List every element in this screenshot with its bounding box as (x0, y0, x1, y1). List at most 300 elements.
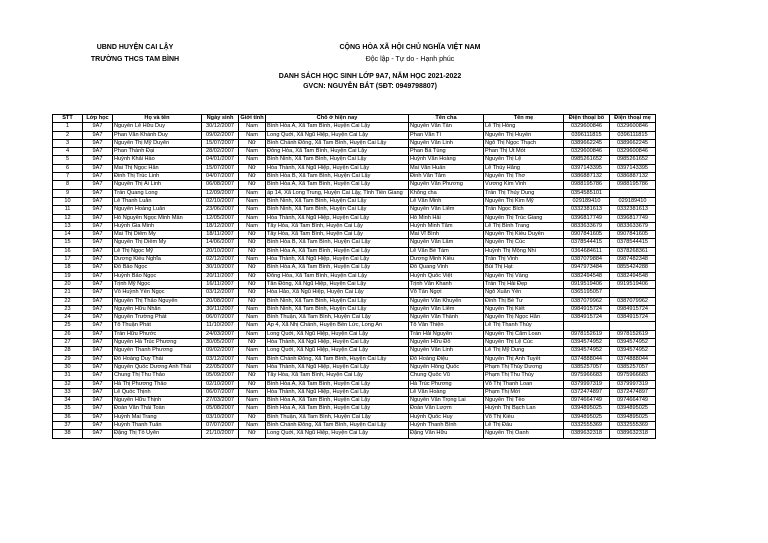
column-header: Chỗ ở hiện nay (266, 115, 409, 123)
table-cell: 18/11/2007 (202, 231, 239, 239)
table-cell: Lê Thị Đấu (484, 421, 564, 429)
table-cell: 12/05/2007 (202, 214, 239, 222)
table-cell: Nữ (239, 280, 266, 288)
table-cell: Nguyễn Thị Thơ (484, 173, 564, 181)
table-cell: Đinh Văn Tâm (409, 173, 484, 181)
table-cell: Bình Chánh Đông, Xã Tam Bình, Huyện Cai Lậy (266, 421, 409, 429)
table-cell: 0396817749 (564, 214, 610, 222)
national-title: CỘNG HÒA XÃ HỘI CHỦ NGHĨA VIỆT NAM (339, 44, 481, 51)
table-cell: 0387079962 (564, 297, 610, 305)
table-cell: 0364684611 (564, 247, 610, 255)
table-cell: 06/07/2007 (202, 388, 239, 396)
table-cell: Nữ (239, 413, 266, 421)
table-cell: 24 (53, 314, 83, 322)
table-cell: Mai Văn Huấn (409, 164, 484, 172)
table-cell: Bình Hòa A, Xã Tam Bình, Huyện Cai Lậy (266, 264, 409, 272)
table-cell: 9A7 (83, 322, 113, 330)
table-cell: 0372474897 (564, 388, 610, 396)
table-cell: 30/10/2007 (202, 264, 239, 272)
table-cell: 7 (53, 173, 83, 181)
table-cell: Nguyễn Thị Cúc (484, 239, 564, 247)
table-cell: Phan Bá Tùng (409, 148, 484, 156)
table-cell: 0389632318 (610, 430, 656, 438)
table-cell: 9A7 (83, 189, 113, 197)
table-cell: 0389662245 (564, 139, 610, 147)
table-cell: 9A7 (83, 264, 113, 272)
table-cell: 9A7 (83, 397, 113, 405)
table-cell: Nam (239, 397, 266, 405)
table-cell: 0332555369 (610, 421, 656, 429)
table-cell: Hòa Thành, Xã Ngũ Hiệp, Huyện Cai Lậy (266, 214, 409, 222)
table-cell: 9A7 (83, 388, 113, 396)
table-cell: Nữ (239, 264, 266, 272)
table-cell: Nguyễn Văn Trọng Lai (409, 397, 484, 405)
table-cell: 0907841605 (610, 231, 656, 239)
table-cell: 9A7 (83, 164, 113, 172)
table-cell: Trần Thị Thủy Dung (484, 189, 564, 197)
table-cell: 0389662245 (610, 139, 656, 147)
student-table (52, 114, 656, 439)
table-cell: Nam (239, 189, 266, 197)
table-cell: Nam (239, 222, 266, 230)
table-cell: Hòa Thành, Xã Ngũ Hiệp, Huyện Cai Lậy (266, 363, 409, 371)
table-cell: 0329600846 (610, 148, 656, 156)
table-cell: 0384915724 (564, 314, 610, 322)
table-cell: 0374888044 (610, 355, 656, 363)
table-cell: 27/03/2007 (202, 397, 239, 405)
table-row (53, 189, 656, 197)
table-cell: 0984915724 (564, 305, 610, 313)
table-cell: Lê Thị Bình Trang (484, 222, 564, 230)
table-cell: 9A7 (83, 231, 113, 239)
table-cell: Bình Thuận, Xã Tam Bình, Huyện Cai Lậy (266, 413, 409, 421)
table-cell: Bình Hòa B, Xã Tam Bình, Huyện Cai Lậy (266, 239, 409, 247)
table-row (53, 314, 656, 322)
table-row (53, 405, 656, 413)
district-name: UBND HUYỆN CAI LẬY (96, 44, 174, 51)
table-cell: 03/12/2007 (202, 289, 239, 297)
table-cell: Nam (239, 214, 266, 222)
table-cell: Ngô Xuân Yến (484, 289, 564, 297)
table-cell: 32 (53, 380, 83, 388)
table-cell: Tây Hòa, Xã Tam Bình, Huyện Cai Lậy (266, 222, 409, 230)
table-row (53, 197, 656, 205)
table-cell: Nam (239, 123, 266, 131)
table-cell: Nam (239, 405, 266, 413)
table-cell: 0332381613 (564, 206, 610, 214)
table-cell: 9A7 (83, 197, 113, 205)
table-cell: 0396111815 (564, 131, 610, 139)
table-cell: 9A7 (83, 214, 113, 222)
table-cell: 0382494548 (564, 272, 610, 280)
table-cell: Chung Thị Thu Thảo (113, 372, 202, 380)
table-cell: 3 (53, 139, 83, 147)
table-cell: Nữ (239, 173, 266, 181)
table-cell: Lê Văn Hoàng (409, 388, 484, 396)
table-cell: 0378544415 (564, 239, 610, 247)
table-cell: Phan Văn Khánh Duy (113, 131, 202, 139)
table-cell: Đặng Thị Tố Uyên (113, 430, 202, 438)
table-row (53, 280, 656, 288)
list-title: DANH SÁCH HỌC SINH LỚP 9A7, NĂM HỌC 2021-2022 (278, 73, 462, 80)
table-cell: 0394895025 (564, 413, 610, 421)
table-cell: 0329600846 (610, 123, 656, 131)
column-header: Tên mẹ (484, 115, 564, 123)
table-cell: 09/02/2007 (202, 131, 239, 139)
table-cell: Phạm Thị Mới (484, 388, 564, 396)
table-row (53, 430, 656, 438)
table-cell: 0385257057 (564, 363, 610, 371)
table-cell: Nguyễn Thị Kim Mỹ (484, 197, 564, 205)
table-cell: 9A7 (83, 305, 113, 313)
table-row (53, 272, 656, 280)
table-cell: Đoàn Văn Lượm (409, 405, 484, 413)
table-cell: Hòa Thành, Xã Ngũ Hiệp, Huyện Cai Lậy (266, 388, 409, 396)
table-cell: Nguyễn Thị Ngọc Hân (484, 314, 564, 322)
table-cell: 0985261652 (564, 156, 610, 164)
table-body (53, 123, 656, 438)
table-cell: Nguyễn Thị Lệ Cúc (484, 339, 564, 347)
table-row (53, 289, 656, 297)
table-cell: Nguyễn Văn Tấn (409, 123, 484, 131)
table-cell: Hà Trúc Phương (409, 380, 484, 388)
table-cell: Nữ (239, 139, 266, 147)
table-cell: 0332555369 (564, 421, 610, 429)
table-cell: Nguyễn Hữu Thịnh (113, 397, 202, 405)
table-cell: Nguyễn Thị Lệ (484, 156, 564, 164)
table-cell: Trần Hữu Phước (113, 330, 202, 338)
table-row (53, 164, 656, 172)
table-cell: 0379997319 (564, 380, 610, 388)
column-header: STT (53, 115, 83, 123)
table-cell: Mai Thị Diễm My (113, 231, 202, 239)
table-cell: 13 (53, 222, 83, 230)
table-row (53, 347, 656, 355)
table-cell: Long Quới, Xã Ngũ Hiệp, Huyện Cai Lậy (266, 430, 409, 438)
table-cell: Nam (239, 330, 266, 338)
table-cell: 0394574952 (564, 339, 610, 347)
table-cell: Nữ (239, 289, 266, 297)
table-cell: 1 (53, 123, 83, 131)
table-cell: Nam (239, 421, 266, 429)
table-cell: 9A7 (83, 139, 113, 147)
table-row (53, 413, 656, 421)
table-cell: 17 (53, 256, 83, 264)
table-cell: Tân Đồng, Xã Ngũ Hiệp, Huyện Cai Lậy (266, 280, 409, 288)
table-cell: 0833633679 (610, 222, 656, 230)
table-cell: 21/10/2007 (202, 430, 239, 438)
table-cell: 15/07/2007 (202, 164, 239, 172)
table-cell: Lê Văn Bé Tám (409, 247, 484, 255)
table-cell: 06/07/2007 (202, 314, 239, 322)
table-cell: Nguyễn Thị Trúc Giang (484, 214, 564, 222)
table-cell: Huỳnh Khải Hào (113, 156, 202, 164)
table-cell: Bình Hòa B, Xã Tam Bình, Huyện Cai Lậy (266, 173, 409, 181)
table-cell: Ấp 4, Xã Nhị Chánh, Huyện Bến Lức, Long An (266, 322, 409, 330)
table-row (53, 372, 656, 380)
table-cell: Đinh Thị Trúc Linh (113, 173, 202, 181)
table-cell: Hòa Hảo, Xã Ngũ Hiệp, Huyện Cai Lậy (266, 289, 409, 297)
table-cell: 029189410 (564, 197, 610, 205)
table-row (53, 264, 656, 272)
table-cell: 20/11/2007 (202, 272, 239, 280)
table-cell: Nam (239, 305, 266, 313)
table-cell: 37 (53, 421, 83, 429)
table-cell: 9A7 (83, 280, 113, 288)
table-cell: 31 (53, 372, 83, 380)
table-cell: Trần Thị Vinh (484, 256, 564, 264)
table-cell: Đoàn Văn Thái Toàn (113, 405, 202, 413)
table-cell: 9A7 (83, 173, 113, 181)
table-cell: Nữ (239, 239, 266, 247)
table-cell: Nguyễn Thị Tèo (484, 397, 564, 405)
table-cell: 16/11/2007 (202, 280, 239, 288)
table-cell: Nguyễn Thị Thảo Nguyên (113, 297, 202, 305)
table-cell: 0394895025 (610, 413, 656, 421)
table-cell: 0988195786 (610, 181, 656, 189)
table-cell: Lê Quốc Thịnh (113, 388, 202, 396)
document-title (170, 72, 570, 92)
table-cell: Tô Thuận Phát (113, 322, 202, 330)
table-cell: 9A7 (83, 405, 113, 413)
table-cell: 0378544415 (610, 239, 656, 247)
table-cell: 8 (53, 181, 83, 189)
table-cell: 029189410 (610, 197, 656, 205)
table-cell: 0386887132 (610, 173, 656, 181)
table-cell: Ngô Thị Ngọc Thạch (484, 139, 564, 147)
table-cell: 29 (53, 355, 83, 363)
table-row (53, 388, 656, 396)
table-cell: Bình Ninh, Xã Tam Bình, Huyện Cai Lậy (266, 156, 409, 164)
table-row (53, 330, 656, 338)
table-cell: 06/08/2007 (202, 181, 239, 189)
table-cell: Trần Quang Long (113, 189, 202, 197)
table-cell: Nữ (239, 164, 266, 172)
table-cell: 0365195057 (564, 289, 610, 297)
table-row (53, 339, 656, 347)
table-row (53, 421, 656, 429)
table-cell: 19 (53, 272, 83, 280)
table-cell: 07/07/2007 (202, 421, 239, 429)
table-cell: Nguyễn Thị Mỹ Duyên (113, 139, 202, 147)
table-cell: 15/07/2007 (202, 139, 239, 147)
table-row (53, 355, 656, 363)
table-cell: 9A7 (83, 256, 113, 264)
table-cell: Lê Thị Ngọc Mỹ (113, 247, 202, 255)
table-cell: 30 (53, 363, 83, 371)
table-cell: 20 (53, 280, 83, 288)
table-cell: Long Quới, Xã Ngũ Hiệp, Huyện Cai Lậy (266, 330, 409, 338)
table-cell: Tô Văn Thiện (409, 322, 484, 330)
table-cell: Nam (239, 156, 266, 164)
table-cell: 0855424288 (610, 264, 656, 272)
table-cell: 0372474897 (610, 388, 656, 396)
table-cell: Bình Hòa A, Xã Tam Bình, Huyện Cai Lậy (266, 405, 409, 413)
table-cell: 0329600846 (564, 123, 610, 131)
table-row (53, 173, 656, 181)
table-cell: 0975966683 (564, 372, 610, 380)
table-cell: 30/05/2007 (202, 339, 239, 347)
table-cell: Nam (239, 131, 266, 139)
table-cell: Nguyễn Hữu Nhân (113, 305, 202, 313)
column-header: Giới tính (240, 115, 264, 121)
table-row (53, 139, 656, 147)
table-row (53, 297, 656, 305)
table-cell: Đỗ Hoàng Duy Thái (113, 355, 202, 363)
table-cell (610, 322, 656, 330)
table-cell: Trần Ngọc Bích (484, 206, 564, 214)
column-header: Ngày sinh (202, 115, 239, 123)
table-cell: 9A7 (83, 289, 113, 297)
table-row (53, 156, 656, 164)
table-cell: Lê Thị Hồng (484, 123, 564, 131)
table-cell: 9A7 (83, 413, 113, 421)
table-cell: 02/10/2007 (202, 197, 239, 205)
table-cell: Nguyễn Văn Liêm (409, 206, 484, 214)
table-cell: 0947973484 (564, 264, 610, 272)
table-cell: 9A7 (83, 247, 113, 255)
table-cell: Chung Quốc Vũ (409, 372, 484, 380)
table-cell: 0394895025 (610, 405, 656, 413)
table-cell: 9A7 (83, 272, 113, 280)
table-cell: Hồ Nguyễn Ngọc Minh Mẫn (113, 214, 202, 222)
table-cell: 0385257057 (610, 363, 656, 371)
table-row (53, 231, 656, 239)
table-cell: Huỳnh Minh Tâm (409, 222, 484, 230)
column-header: Điện thoại bố (564, 115, 610, 123)
table-cell: 0984915724 (610, 305, 656, 313)
table-cell: Nguyễn Thị Ánh Tuyết (484, 355, 564, 363)
table-cell: 14/06/2007 (202, 239, 239, 247)
table-cell: 9 (53, 189, 83, 197)
table-cell: 9A7 (83, 181, 113, 189)
table-cell: Huỳnh Văn Hoàng (409, 156, 484, 164)
table-cell: Long Quới, Xã Ngũ Hiệp, Huyện Cai Lậy (266, 347, 409, 355)
table-cell: Nguyễn Hà Trúc Phương (113, 339, 202, 347)
table-cell: 0389632318 (564, 430, 610, 438)
table-cell: Trịnh Mỹ Ngọc (113, 280, 202, 288)
table-cell: 20/10/2007 (202, 247, 239, 255)
table-cell: 9A7 (83, 430, 113, 438)
table-cell: Trần Thị Hải Đẹp (484, 280, 564, 288)
table-row (53, 181, 656, 189)
table-cell: Dương Kiều Nghĩa (113, 256, 202, 264)
table-cell: Đặng Văn Hữu (409, 430, 484, 438)
table-row (53, 239, 656, 247)
table-cell: 0332381613 (610, 206, 656, 214)
table-cell: Mai Thị Ngọc Hân (113, 164, 202, 172)
table-cell: 23 (53, 305, 83, 313)
table-cell: 35 (53, 405, 83, 413)
table-cell: Phạm Thị Thùy Dương (484, 363, 564, 371)
table-cell: Huỳnh Mai Trang (113, 413, 202, 421)
table-cell: 28 (53, 347, 83, 355)
table-cell: Bình Hòa A, Xã Tam Bình, Huyện Cai Lậy (266, 123, 409, 131)
table-cell: Nguyễn Lê Hữu Duy (113, 123, 202, 131)
table-cell: Huỳnh Quốc Huy (409, 413, 484, 421)
table-cell: Nữ (239, 231, 266, 239)
table-cell: Hồ Minh Hải (409, 214, 484, 222)
table-cell: 0833633679 (564, 222, 610, 230)
table-cell: 0354585101 (564, 189, 610, 197)
table-cell: Võ Thị Kiều (484, 413, 564, 421)
table-cell: Nguyễn Thanh Phương (113, 347, 202, 355)
table-cell: Đông Hòa, Xã Tam Bình, Huyện Cai Lậy (266, 148, 409, 156)
table-cell: 24/03/2007 (202, 330, 239, 338)
column-header: Tên cha (409, 115, 484, 123)
table-cell: 9A7 (83, 380, 113, 388)
table-cell: Nguyễn Hữu Đô (409, 339, 484, 347)
table-cell: 02/10/2007 (202, 380, 239, 388)
table-cell: 0919519406 (564, 280, 610, 288)
table-cell: 9A7 (83, 131, 113, 139)
table-cell: 0396817749 (610, 214, 656, 222)
table-header-row (53, 115, 656, 123)
table-row (53, 322, 656, 330)
table-cell: Mai Vĩ Bình (409, 231, 484, 239)
table-cell: Bình Hòa A, Xã Tam Bình, Huyện Cai Lậy (266, 380, 409, 388)
table-cell: 9A7 (83, 421, 113, 429)
table-cell: Nam (239, 197, 266, 205)
table-cell: 11 (53, 206, 83, 214)
table-cell: 21 (53, 289, 83, 297)
table-cell: 02/12/2007 (202, 256, 239, 264)
table-cell: 4 (53, 148, 83, 156)
table-cell: 28/02/2007 (202, 148, 239, 156)
table-cell: 0974664749 (564, 397, 610, 405)
table-cell: 12/09/2007 (202, 189, 239, 197)
table-cell: 9A7 (83, 156, 113, 164)
table-cell: 9A7 (83, 222, 113, 230)
table-cell: Nguyễn Thị Kiều Duyên (484, 231, 564, 239)
table-row (53, 123, 656, 131)
table-cell: Phan Thành Đại (113, 148, 202, 156)
column-header: Lớp học (83, 115, 113, 123)
table-cell: 20/08/2007 (202, 297, 239, 305)
table-cell: 03/12/2007 (202, 355, 239, 363)
table-cell: Lê Thúy Hằng (484, 164, 564, 172)
table-cell: ấp 14, Xã Long Trung, Huyện Cai Lậy, Tỉnh Tiền Giang (266, 189, 409, 197)
table-cell: Nguyễn Trường Phát (113, 314, 202, 322)
table-cell: Nữ (239, 380, 266, 388)
table-cell: Võ Huỳnh Yến Ngọc (113, 289, 202, 297)
table-cell: 38 (53, 430, 83, 438)
table-cell: 9A7 (83, 206, 113, 214)
table-cell: 0382494548 (610, 272, 656, 280)
table-cell: 0394574952 (564, 347, 610, 355)
table-cell: Huỳnh Thanh Bình (409, 421, 484, 429)
table-cell: Bình Thuận, Xã Tam Bình, Huyện Cai Lậy (266, 314, 409, 322)
table-cell: 9A7 (83, 372, 113, 380)
school-name: TRƯỜNG THCS TAM BÌNH (90, 56, 180, 63)
table-cell: 0394574952 (610, 339, 656, 347)
table-cell: 0329600846 (564, 148, 610, 156)
table-cell: Võ Thị Thanh Loan (484, 380, 564, 388)
table-row (53, 214, 656, 222)
table-cell: Nam (239, 355, 266, 363)
table-cell (610, 189, 656, 197)
table-cell: 14 (53, 231, 83, 239)
table-row (53, 131, 656, 139)
table-row (53, 363, 656, 371)
table-cell: 09/02/2007 (202, 347, 239, 355)
table-cell: 25 (53, 322, 83, 330)
table-cell: Nguyễn Thị Huyền (484, 131, 564, 139)
table-cell: 0987482348 (610, 256, 656, 264)
table-row (53, 222, 656, 230)
table-cell: Tây Hòa, Xã Tam Bình, Huyện Cai Lậy (266, 231, 409, 239)
table-cell: Hòa Thành, Xã Ngũ Hiệp, Huyện Cai Lậy (266, 339, 409, 347)
